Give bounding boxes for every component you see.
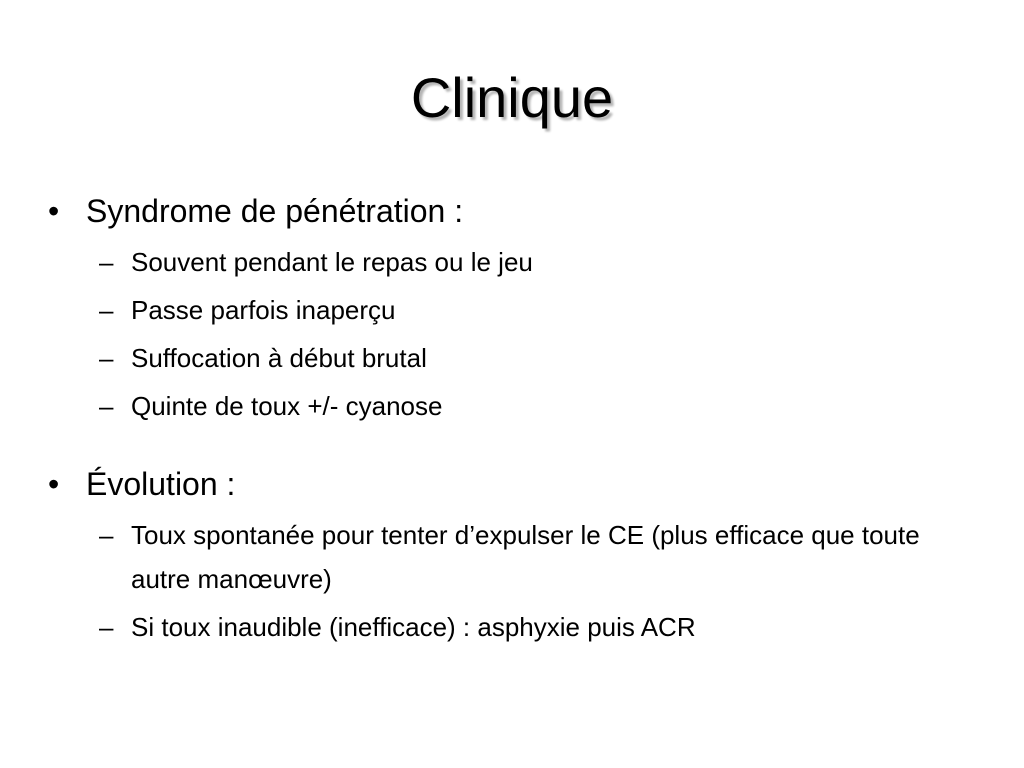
- bullet-icon: •: [48, 193, 60, 229]
- dash-icon: –: [99, 520, 114, 550]
- bullet-icon: •: [48, 466, 60, 502]
- list-item-text: Quinte de toux +/- cyanose: [131, 391, 443, 421]
- list-item: [48, 336, 968, 380]
- slide-title: Clinique: [410, 66, 614, 129]
- list-item: [48, 605, 968, 649]
- section-heading-syndrome: [48, 186, 968, 236]
- section-heading-text: Évolution :: [86, 466, 236, 502]
- list-item: [48, 240, 968, 284]
- dash-icon: –: [99, 343, 114, 373]
- list-item-text: Passe parfois inaperçu: [131, 295, 396, 325]
- dash-icon: –: [99, 295, 114, 325]
- list-item-text: Souvent pendant le repas ou le jeu: [131, 247, 533, 277]
- dash-icon: –: [99, 247, 114, 277]
- list-item: [48, 384, 968, 428]
- dash-icon: –: [99, 391, 114, 421]
- slide-content: [48, 186, 968, 649]
- section-heading-evolution: [48, 459, 968, 509]
- list-item-text: Si toux inaudible (inefficace) : asphyxie puis ACR: [131, 612, 696, 642]
- section-heading-text: Syndrome de pénétration :: [86, 193, 464, 229]
- dash-icon: –: [99, 612, 114, 642]
- list-item: [48, 513, 921, 601]
- list-item: [48, 288, 968, 332]
- list-item-text: Suffocation à début brutal: [131, 343, 427, 373]
- list-item-text: Toux spontanée pour tenter d’expulser le CE (plus efficace que toute autre manœuvre): [131, 520, 920, 594]
